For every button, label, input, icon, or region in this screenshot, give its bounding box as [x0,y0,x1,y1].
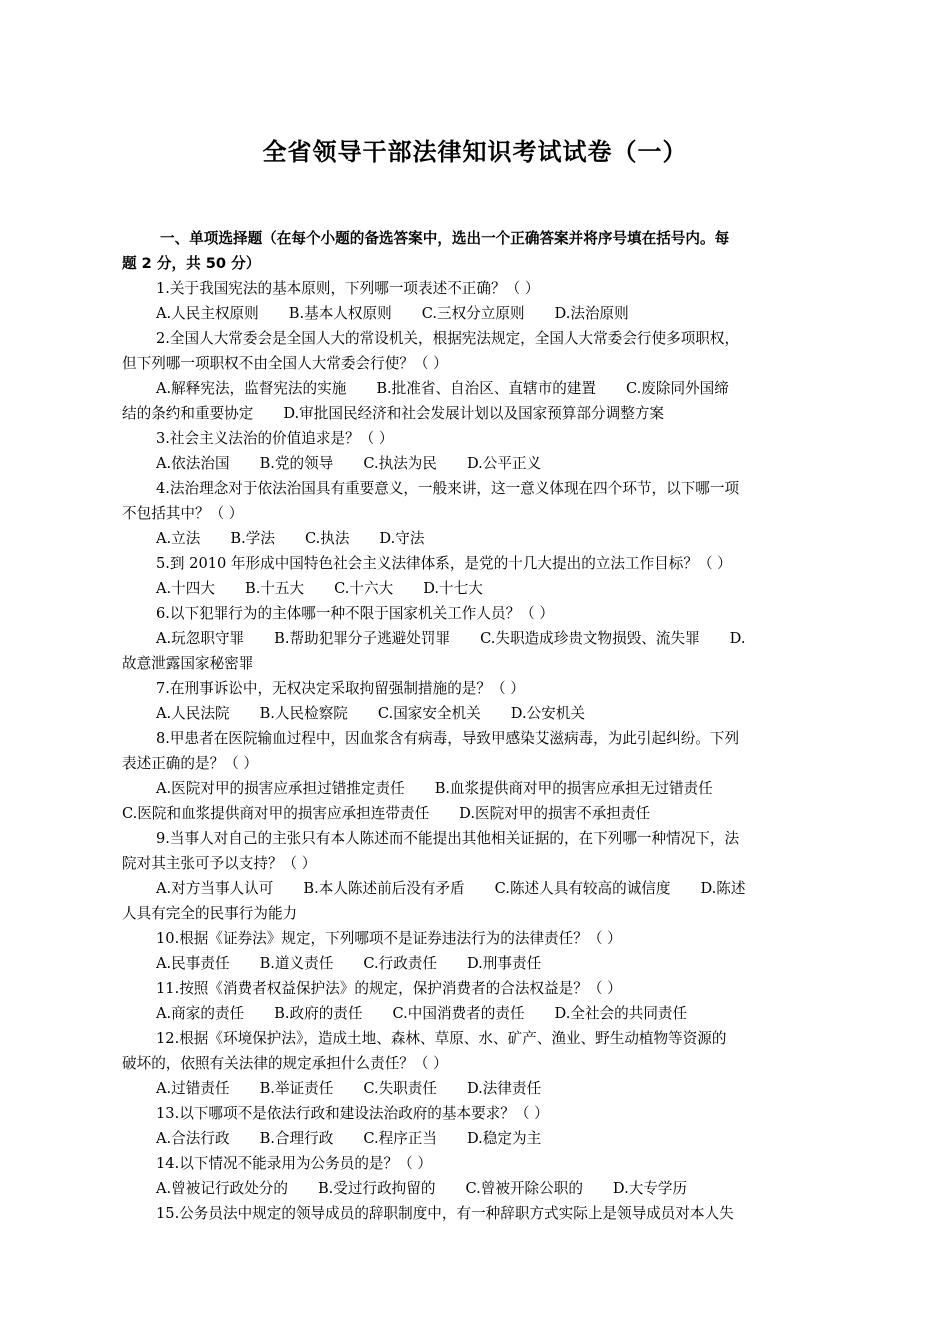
answer-option: C.执法为民 [363,455,437,472]
answer-option: C.废除同外国缔 [626,380,729,397]
answer-options-line [122,1001,828,1026]
answer-option: D.医院对甲的损害不承担责任 [459,805,651,822]
answer-options-line [122,576,828,601]
answer-option: B.学法 [230,530,275,547]
answer-option: C.行政责任 [363,955,437,972]
question-text-line: 2.全国人大常委会是全国人大的常设机关，根据宪法规定，全国人大常委会行使多项职权， [156,330,740,347]
question-text-line: 1.关于我国宪法的基本原则，下列哪一项表述不正确？（ ） [156,280,540,297]
question-text-line: 不包括其中？（ ） [122,505,244,522]
answer-option: A.人民法院 [156,705,230,722]
answer-option: C.失职责任 [363,1080,437,1097]
answer-option: D.公安机关 [510,705,585,722]
answer-option: A.人民主权原则 [156,305,259,322]
answer-options-line [122,451,828,476]
answer-option: B.合理行政 [259,1130,334,1147]
answer-option: B.本人陈述前后没有矛盾 [303,880,465,897]
answer-option: D. [729,630,746,647]
answer-options-line [122,701,828,726]
answer-options-line [122,801,828,826]
answer-option: B.党的领导 [259,455,334,472]
section-heading-line-2: 题 2 分，共 50 分） [122,255,261,272]
question-text-line: 表述正确的是？（ ） [122,755,258,772]
answer-option: B.政府的责任 [274,1005,363,1022]
question-text-line: 4.法治理念对于依法治国具有重要意义，一般来讲，这一意义体现在四个环节，以下哪一项 [156,480,740,497]
answer-option: B.批准省、自治区、直辖市的建置 [376,380,596,397]
answer-option: A.立法 [156,530,201,547]
answer-option: C.曾被开除公职的 [465,1180,583,1197]
answer-option: C.十六大 [334,580,394,597]
answer-option: D.公平正义 [466,455,542,472]
page-title: 全省领导干部法律知识考试试卷（一） [262,138,688,166]
answer-option: C.程序正当 [363,1130,437,1147]
answer-option: D.审批国民经济和社会发展计划以及国家预算部分调整方案 [283,405,665,422]
question-text-line: 8.甲患者在医院输血过程中，因血浆含有病毒，导致甲感染艾滋病毒，为此引起纠纷。下列 [156,730,740,747]
answer-option: C.三权分立原则 [421,305,525,322]
section-heading [122,226,828,276]
answer-option: A.十四大 [156,580,215,597]
answer-option: A.玩忽职守罪 [156,630,245,647]
answer-options-line [122,951,828,976]
question-text-line: 14.以下情况不能录用为公务员的是？（ ） [156,1155,432,1172]
question-text-line: 5.到 2010 年形成中国特色社会主义法律体系，是党的十几大提出的立法工作目标？（ ） [156,555,732,572]
answer-option: A.解释宪法，监督宪法的实施 [156,380,347,397]
question-text-line: 9.当事人对自己的主张只有本人陈述而不能提出其他相关证据的，在下列哪一种情况下，法 [156,830,740,847]
answer-options-line [122,1176,828,1201]
answer-option: D.全社会的共同责任 [554,1005,688,1022]
answer-option: C.中国消费者的责任 [392,1005,525,1022]
answer-option: D.陈述 [700,880,746,897]
answer-option: A.过错责任 [156,1080,230,1097]
question-text-line: 人具有完全的民事行为能力 [122,905,298,922]
answer-options-line [122,1076,828,1101]
section-heading-line-1: 一、单项选择题（在每个小题的备选答案中，选出一个正确答案并将序号填在括号内。每 [160,230,730,247]
answer-option: B.帮助犯罪分子逃避处罚罪 [274,630,451,647]
answer-option: A.民事责任 [156,955,230,972]
answer-option: B.人民检察院 [259,705,348,722]
question-text-line: 6.以下犯罪行为的主体哪一种不限于国家机关工作人员？（ ） [156,605,555,622]
answer-option: C.医院和血浆提供商对甲的损害应承担连带责任 [122,805,430,822]
question-text-line: 11.按照《消费者权益保护法》的规定，保护消费者的合法权益是？（ ） [156,980,622,997]
answer-options-line [122,626,828,651]
answer-option: C.国家安全机关 [377,705,481,722]
answer-option: A.合法行政 [156,1130,230,1147]
answer-option: C.陈述人具有较高的诚信度 [494,880,671,897]
answer-options-line [122,401,828,426]
answer-option: C.失职造成珍贵文物损毁、流失罪 [480,630,700,647]
answer-options-line [122,776,828,801]
answer-option: D.法律责任 [466,1080,542,1097]
answer-option: 结的条约和重要协定 [122,405,254,422]
answer-option: B.基本人权原则 [288,305,392,322]
question-text-line: 但下列哪一项职权不由全国人大常委会行使？（ ） [122,355,448,372]
answer-options-line [122,876,828,901]
question-text-line: 故意泄露国家秘密罪 [122,655,254,672]
answer-option: A.商家的责任 [156,1005,245,1022]
answer-option: A.曾被记行政处分的 [156,1180,288,1197]
question-text-line: 7.在刑事诉讼中，无权决定采取拘留强制措施的是？（ ） [156,680,525,697]
answer-options-line [122,301,828,326]
answer-option: A.依法治国 [156,455,230,472]
answer-option: C.执法 [304,530,350,547]
answer-option: D.大专学历 [612,1180,688,1197]
answer-options-line [122,526,828,551]
question-text-line: 13.以下哪项不是依法行政和建设法治政府的基本要求？（ ） [156,1105,549,1122]
answer-option: B.举证责任 [259,1080,334,1097]
answer-option: D.守法 [379,530,425,547]
question-text-line: 破坏的，依照有关法律的规定承担什么责任？（ ） [122,1055,448,1072]
answer-option: B.血浆提供商对甲的损害应承担无过错责任 [434,780,713,797]
answer-options-line [122,376,828,401]
question-text-line: 10.根据《证券法》规定，下列哪项不是证券违法行为的法律责任？（ ） [156,930,622,947]
answer-option: D.稳定为主 [466,1130,542,1147]
answer-option: D.十七大 [423,580,483,597]
question-text-line: 12.根据《环境保护法》，造成土地、森林、草原、水、矿产、渔业、野生动植物等资源的 [156,1030,727,1047]
answer-option: A.医院对甲的损害应承担过错推定责任 [156,780,405,797]
answer-option: B.道义责任 [259,955,334,972]
answer-option: B.受过行政拘留的 [317,1180,436,1197]
question-text-line: 院对其主张可予以支持？（ ） [122,855,317,872]
question-text-line: 15.公务员法中规定的领导成员的辞职制度中，有一种辞职方式实际上是领导成员对本人失 [156,1205,734,1222]
question-list [122,276,828,1226]
question-text-line: 3.社会主义法治的价值追求是？（ ） [156,430,394,447]
answer-option: B.十五大 [244,580,305,597]
answer-option: D.法治原则 [554,305,629,322]
answer-option: A.对方当事人认可 [156,880,274,897]
answer-options-line [122,1126,828,1151]
answer-option: D.刑事责任 [466,955,542,972]
